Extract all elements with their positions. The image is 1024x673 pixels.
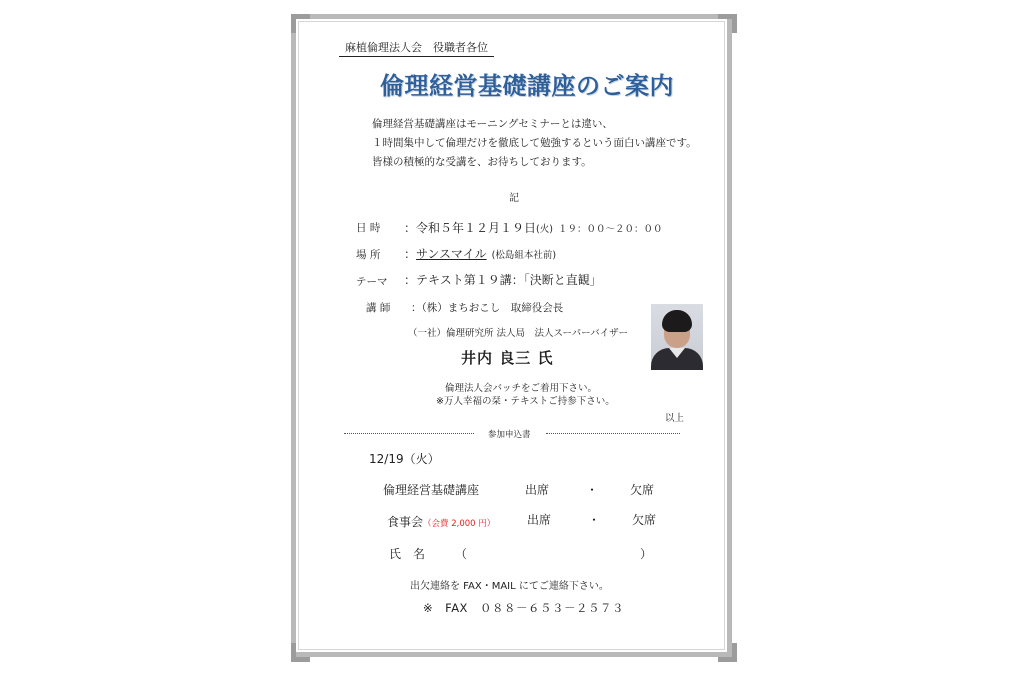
form-header: 参加申込書 (488, 430, 531, 440)
frame-corner (718, 643, 737, 662)
page-title: 倫理経営基礎講座のご案内 (380, 72, 674, 100)
lecturer-title: （一社）倫理研究所 法人局 法人スーパーバイザー (408, 328, 629, 339)
datetime-day: (火) (536, 224, 553, 235)
lecturer-photo (651, 304, 703, 370)
theme-label: テーマ (356, 276, 388, 288)
intro-line: １時間集中して倫理だけを徹底して勉強するという面白い講座です。 (372, 137, 697, 149)
form-row-label (387, 511, 495, 530)
lecturer-name: 井内 良三 氏 (461, 349, 554, 367)
meal-label: 食事会 (387, 515, 424, 529)
form-date: 12/19（火） (369, 452, 440, 466)
absent-option[interactable]: 欠席 (632, 513, 657, 527)
datetime-label: 日 時 (356, 222, 381, 234)
place-name: サンスマイル (416, 247, 487, 261)
absent-option[interactable]: 欠席 (630, 483, 655, 497)
frame-corner (291, 643, 310, 662)
frame-corner (718, 14, 737, 33)
contact-note: 出欠連絡を FAX・MAIL にてご連絡下さい。 (410, 581, 609, 592)
attend-option[interactable]: 出席 (525, 483, 550, 497)
lecturer-label: 講 師 (366, 302, 391, 314)
place-value (404, 243, 556, 262)
name-label: 氏 名 (389, 547, 426, 561)
place-note: (松島組本社前) (491, 250, 557, 261)
intro-line: 倫理経営基礎講座はモーニングセミナーとは違い、 (372, 118, 613, 130)
lecturer-org: ：（株）まちおこし 取締役会長 (411, 302, 564, 314)
separator-dot: ・ (586, 483, 599, 497)
place-colon: ： (404, 247, 417, 261)
frame-corner (291, 14, 310, 33)
meal-fee-note: （会費 2,000 円） (423, 519, 496, 529)
addressee: 麻植倫理法人会 役職者各位 (339, 39, 494, 57)
ki-mark: 記 (509, 193, 519, 204)
datetime-time: １９：００～２０：００ (558, 224, 663, 235)
intro-line: 皆様の積極的な受講を、お待ちしております。 (372, 156, 592, 168)
ijo-mark: 以上 (665, 413, 685, 424)
cut-line (546, 433, 680, 434)
note-line: ※万人幸福の栞・テキストご持参下さい。 (436, 396, 615, 407)
attend-option[interactable]: 出席 (527, 513, 552, 527)
place-label: 場 所 (356, 249, 381, 261)
datetime-value (404, 217, 663, 236)
datetime-date: ：令和５年１２月１９日 (404, 221, 537, 235)
fax-number: ※ FAX ０８８－６５３－２５７３ (423, 601, 624, 615)
name-open-paren: （ (455, 547, 468, 561)
note-line: 倫理法人会バッチをご着用下さい。 (445, 383, 598, 394)
name-close-paren: ） (640, 547, 653, 561)
cut-line (344, 433, 474, 434)
form-row-label: 倫理経営基礎講座 (383, 483, 480, 497)
theme-value: ：テキスト第１９講：「決断と直観」 (404, 273, 602, 287)
separator-dot: ・ (588, 513, 601, 527)
